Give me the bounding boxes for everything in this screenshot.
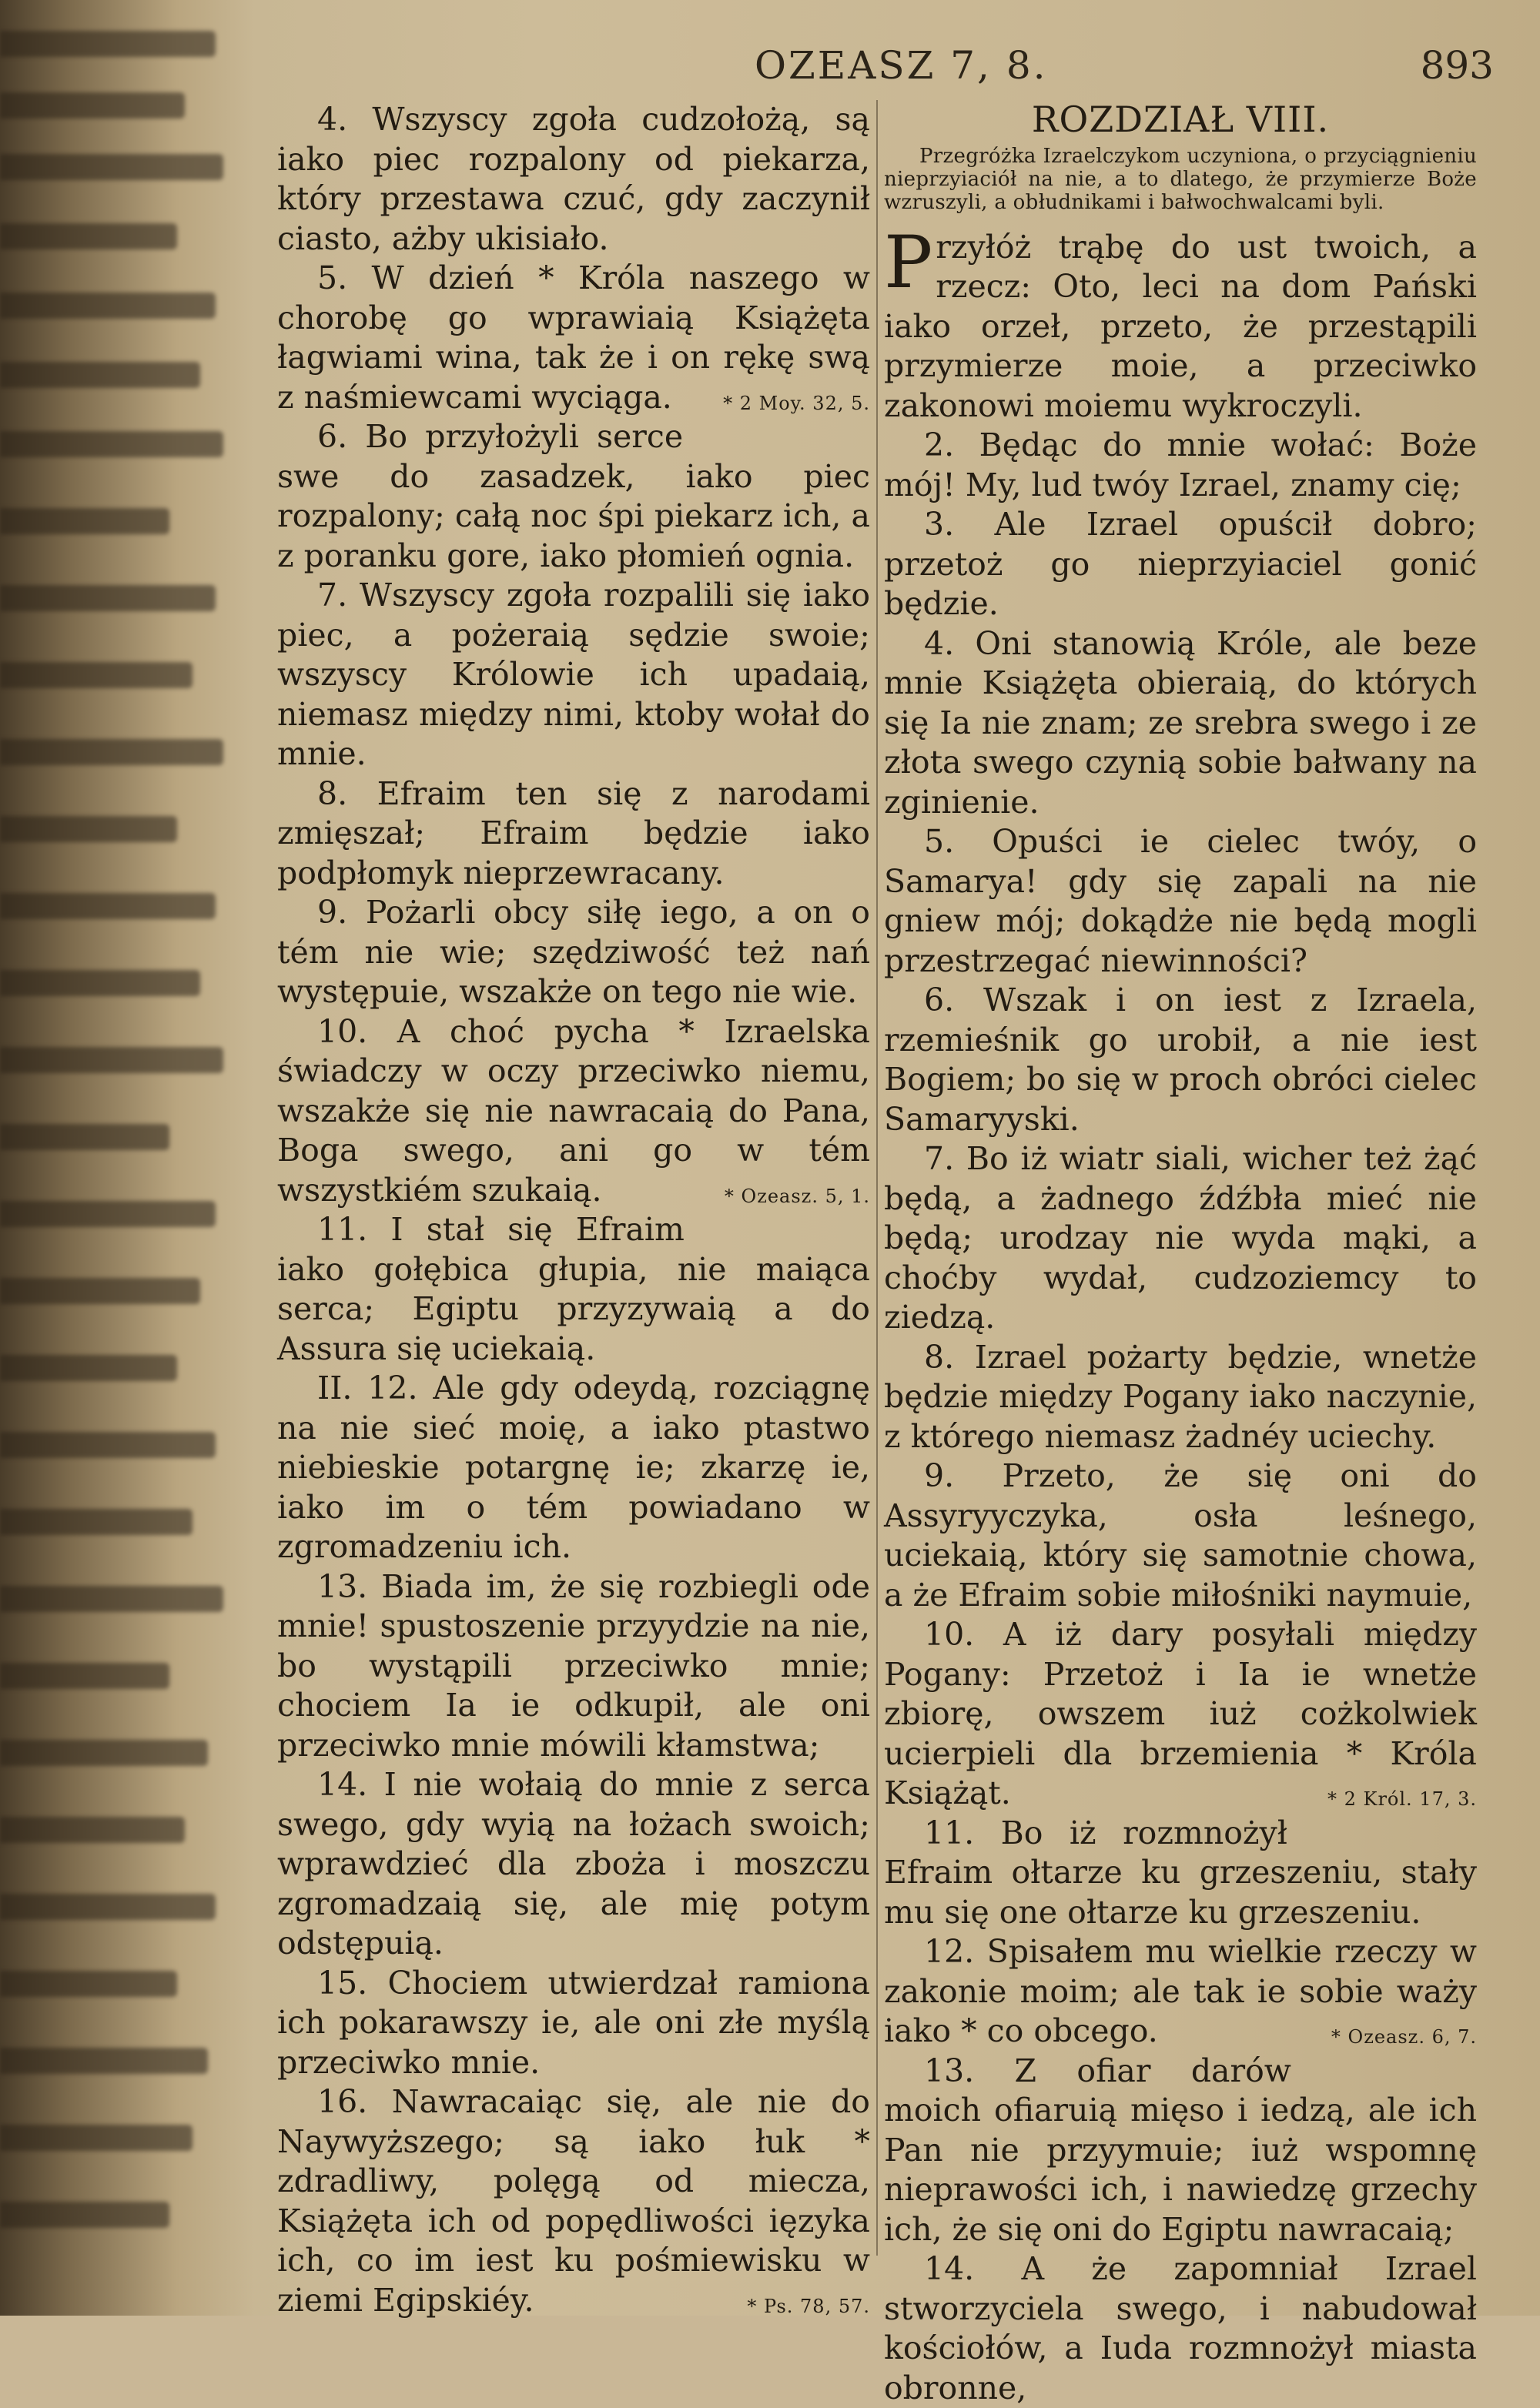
verse: 5. Opuści ie cielec twóy, o Samarya! gdy się zapali na nie gniew mój; dokądże nie będą mogli przestrzegać niewinności?: [884, 823, 1477, 979]
running-head: OZEASZ 7, 8.: [755, 43, 1048, 88]
verse: 11. Bo iż rozmnożył Efraim ołtarze ku grzeszeniu, stały mu się one ołtarze ku grzeszeniu.: [884, 1814, 1477, 1931]
verse: 16. Nawracaiąc się, ale nie do Naywyższego; są iako łuk * zdradliwy, polęgą od miecza, Książęta ich od popędliwości ięzyka ich, co im iest ku pośmiewisku w ziemi Egipskiéy. * Ps. 78, 57.: [277, 2082, 870, 2320]
column-divider: [876, 100, 878, 2256]
cross-reference: * Ps. 78, 57.: [747, 2295, 870, 2317]
verse: 7. Bo iż wiatr siali, wicher też żąć będą, a żadnego źdźbła mieć nie będą; urodzay nie wyda mąki, a choćby wydał, cudzoziemcy to ziedzą.: [884, 1140, 1477, 1336]
verse: 13. Z ofiar darów moich ofiaruią mięso i iedzą, ale ich Pan nie przyymuie; iuż wspomnę nieprawości ich, i nawiedzę grzechy ich, że się oni do Egiptu nawracaią;: [884, 2052, 1477, 2248]
verse: 7. Wszyscy zgoła rozpalili się iako piec, a pożeraią sędzie swoie; wszyscy Królowie ich upadaią, niemasz między nimi, ktoby wołał do mnie.: [277, 577, 870, 772]
verse: 5. W dzień * Króla naszego w chorobę go wprawiaią Książęta łagwiami wina, tak że i on rękę swą z naśmiewcami wyciąga. * 2 Moy. 32, 5.: [277, 259, 870, 417]
page-number: 893: [1420, 43, 1494, 88]
chapter-summary: Przegróżka Izraelczykom uczyniona, o przyciągnieniu nieprzyiaciół na nie, a to dlatego, że przymierze Boże wzruszyli, a obłudnikami i bałwochwalcami byli.: [884, 144, 1477, 214]
verse: 15. Chociem utwierdzał ramiona ich pokarawszy ie, ale oni złe myślą przeciwko mnie.: [277, 1964, 870, 2081]
verse: 9. Pożarli obcy siłę iego, a on o tém nie wie; szędziwość też nań występuie, wszakże on tego nie wie.: [277, 894, 870, 1010]
verse: 8. Efraim ten się z narodami zmięszał; Efraim będzie iako podpłomyk nieprzewracany.: [277, 774, 870, 891]
verse: Przyłóż trąbę do ust twoich, a rzecz: Oto, leci na dom Pański iako orzeł, przeto, że przestąpili przymierze moie, a przeciwko zakonowi moiemu wykroczyli.: [884, 220, 1477, 424]
verse: 10. A choć pycha * Izraelska świadczy w oczy przeciwko niemu, wszakże się nie nawracaią do Pana, Boga swego, ani go w tém wszystkiém szukaią. * Ozeasz. 5, 1.: [277, 1012, 870, 1211]
cross-reference: * Ozeasz. 6, 7.: [1331, 2026, 1477, 2048]
chapter-title: ROZDZIAŁ VIII.: [1031, 99, 1330, 140]
cross-reference: * 2 Moy. 32, 5.: [723, 392, 870, 414]
drop-cap: P: [884, 220, 933, 305]
verse: 12. Spisałem mu wielkie rzeczy w zakonie moim; ale tak ie sobie waży iako * co obcego. * Ozeasz. 6, 7.: [884, 1932, 1477, 2052]
verse: 6. Bo przyłożyli serce swe do zasadzek, iako piec rozpalony; całą noc śpi piekarz ich, a z poranku gore, iako płomień ognia.: [277, 418, 870, 574]
verse: II. 12. Ale gdy odeydą, rozciągnę na nie sieć moię, a iako ptastwo niebieskie potargnę ie; zkarzę ie, iako im o tém powiadano w zgromadzeniu ich.: [277, 1370, 870, 1565]
cross-reference: * 2 Król. 17, 3.: [1327, 1788, 1477, 1810]
verse: 3. Ale Izrael opuścił dobro; przetoż go nieprzyiaciel gonić będzie.: [884, 506, 1477, 622]
page-header: [277, 38, 1494, 92]
verse: 2. Będąc do mnie wołać: Boże mój! My, lud twóy Izrael, znamy cię;: [884, 426, 1477, 503]
verse: 8. Izrael pożarty będzie, wnetże będzie między Pogany iako naczynie, z którego niemasz żadnéy uciechy.: [884, 1338, 1477, 1455]
verse: 10. A iż dary posyłali między Pogany: Przetoż i Ia ie wnetże zbiorę, owszem iuż cożkolwiek ucierpieli dla brzemienia * Króla Książąt. * 2 Król. 17, 3.: [884, 1615, 1477, 1814]
verse: 6. Wszak i on iest z Izraela, rzemieśnik go urobił, a nie iest Bogiem; bo się w proch obróci cielec Samaryyski.: [884, 982, 1477, 1138]
verse: 4. Wszyscy zgoła cudzołożą, są iako piec rozpalony od piekarza, który przestawa czuć, gdy zaczynił ciasto, ażby ukisiało.: [277, 101, 870, 257]
facing-page-bleed: [0, 0, 254, 2316]
verse: 14. I nie wołaią do mnie z serca swego, gdy wyią na łożach swoich; wprawdzieć dla zboża i moszczu zgromadzaią się, ale mię potym odstępuią.: [277, 1766, 870, 1962]
verse: 14. A że zapomniał Izrael stworzyciela swego, i nabudował kościołów, a Iuda rozmnożył miasta obronne,: [884, 2250, 1477, 2406]
verse: 13. Biada im, że się rozbiegli ode mnie! spustoszenie przyydzie na nie, bo wystąpili przeciwko mnie; chociem Ia ie odkupił, ale oni przeciwko mnie mówili kłamstwa;: [277, 1567, 870, 1764]
verse: 9. Przeto, że się oni do Assyryyczyka, osła leśnego, uciekaią, który się samotnie chowa, a że Efraim sobie miłośniki naymuie,: [884, 1457, 1477, 1614]
verse: 11. I stał się Efraim iako gołębica głupia, nie maiąca serca; Egiptu przyzywaią a do Assura się uciekaią.: [277, 1211, 870, 1367]
right-column: [884, 100, 1477, 2408]
verse: 4. Oni stanowią Króle, ale beze mnie Książęta obieraią, do których się Ia nie znam; ze srebra swego i ze złota swego czynią sobie bałwany na zginienie.: [884, 624, 1477, 821]
cross-reference: * Ozeasz. 5, 1.: [724, 1185, 870, 1207]
left-column: [277, 100, 870, 2326]
